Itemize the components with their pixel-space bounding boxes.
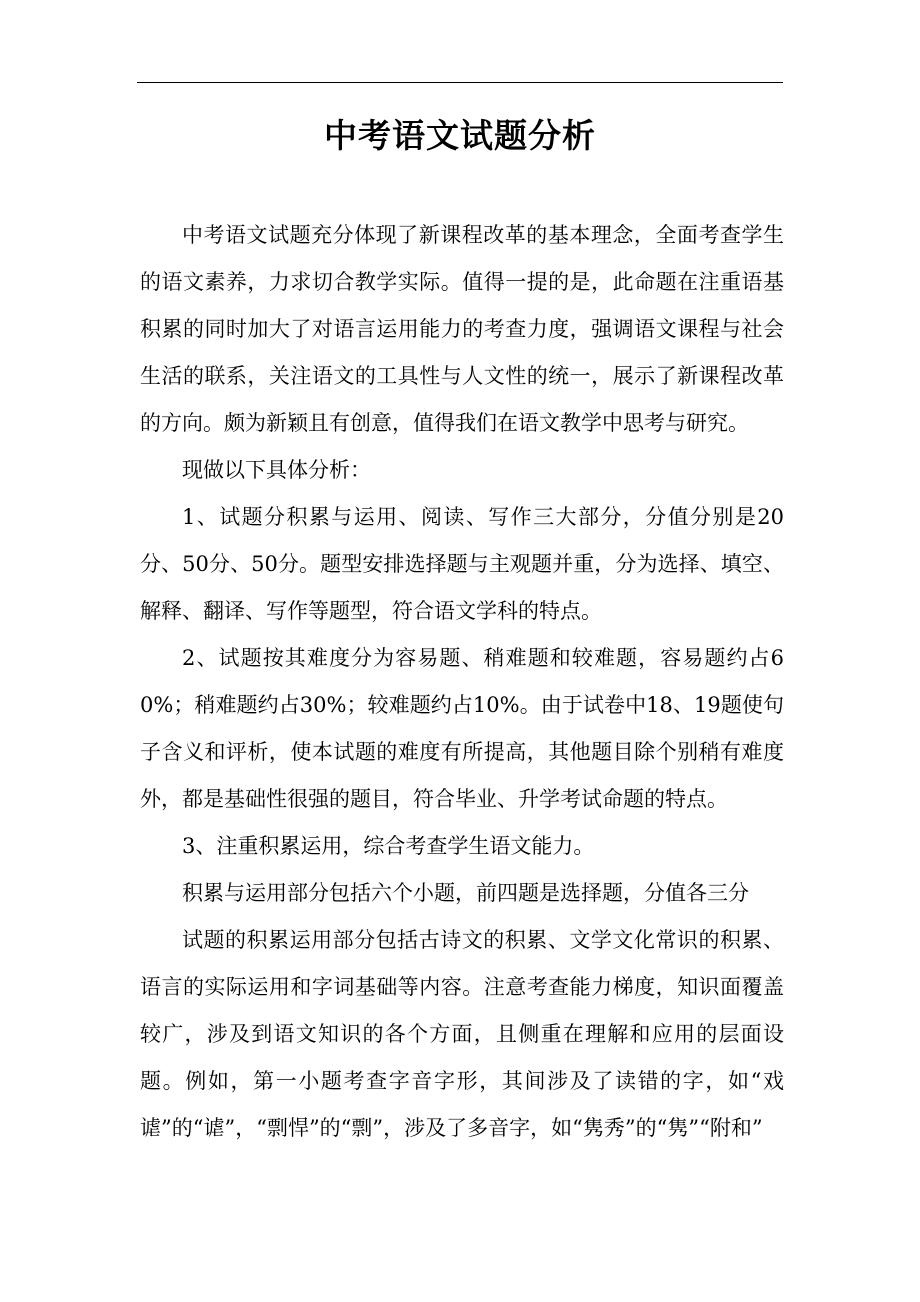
header-rule [137, 82, 783, 83]
point-1-paragraph: 1、试题分积累与运用、阅读、写作三大部分，分值分别是20分、50分、50分。题型安排选择题与主观题并重，分为选择、填空、解释、翻译、写作等题型，符合语文学科的特点。 [140, 505, 784, 623]
document-title: 中考语文试题分析 [324, 116, 596, 155]
accumulation-detail-paragraph: 试题的积累运用部分包括古诗文的积累、文学文化常识的积累、语言的实际运用和字词基础等内容。注意考查能力梯度，知识面覆盖较广，涉及到语文知识的各个方面，且侧重在理解和应用的层面设题。例如，第一小题考查字音字形，其间涉及了读错的字，如“戏谑”的“谑”，“剽悍”的“剽”，涉及了多音字，如“隽秀”的“隽”“附和” [140, 928, 784, 1140]
intro-paragraph: 中考语文试题充分体现了新课程改革的基本理念，全面考查学生的语文素养，力求切合教学实际。值得一提的是，此命题在注重语基积累的同时加大了对语言运用能力的考查力度，强调语文课程与社会生活的联系，关注语文的工具性与人文性的统一，展示了新课程改革的方向。颇为新颖且有创意，值得我们在语文教学中思考与研究。 [140, 223, 784, 435]
point-3-paragraph: 3、注重积累运用，综合考查学生语文能力。 [182, 834, 595, 858]
analysis-lead-paragraph: 现做以下具体分析： [182, 458, 371, 482]
point-2-paragraph: 2、试题按其难度分为容易题、稍难题和较难题，容易题约占60%；稍难题约占30%；较难题约占10%。由于试卷中18、19题使句子含义和评析，使本试题的难度有所提高，其他题目除个别稍有难度外，都是基础性很强的题目，符合毕业、升学考试命题的特点。 [140, 646, 784, 811]
document-body [140, 212, 784, 1152]
accumulation-paragraph: 积累与运用部分包括六个小题，前四题是选择题，分值各三分 [182, 881, 749, 905]
